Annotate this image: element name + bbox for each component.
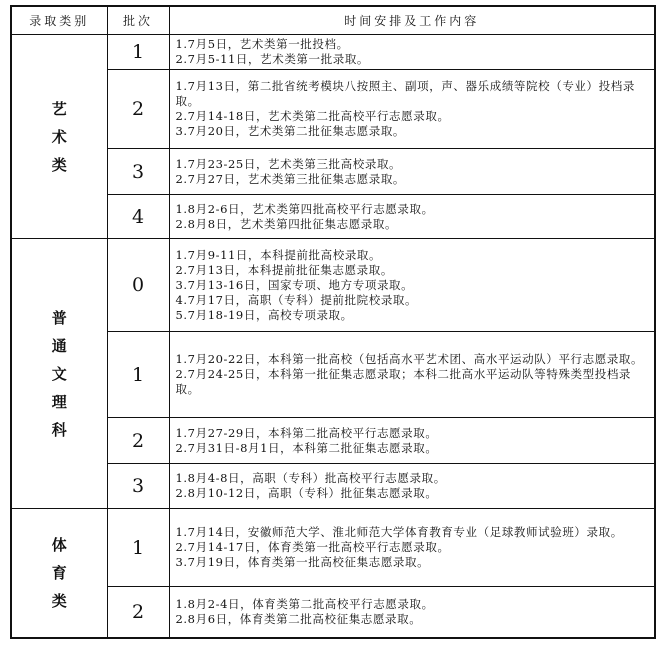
content-cell: [169, 509, 655, 587]
schedule-item: 5.7月18-19日，高校专项录取。: [175, 307, 353, 322]
admission-schedule-table: [10, 5, 656, 639]
schedule-item: 2.7月5-11日，艺术类第一批录取。: [175, 52, 370, 66]
schedule-item: 2.8月8日，艺术类第四批征集志愿录取。: [175, 216, 398, 231]
category-cell: [11, 509, 107, 638]
content-cell: [169, 70, 655, 149]
content-cell: [169, 332, 655, 418]
category-char: 体: [51, 535, 67, 554]
table-row: [11, 70, 655, 149]
category-char: 育: [51, 563, 67, 582]
schedule-item: 2.7月31日-8月1日，本科第二批征集志愿录取。: [175, 440, 438, 455]
category-char: 通: [51, 336, 67, 355]
header-category: 录取类别: [11, 6, 107, 35]
category-char: 艺: [51, 99, 67, 118]
batch-cell: 3: [107, 149, 169, 195]
schedule-item: 1.7月27-29日，本科第二批高校平行志愿录取。: [175, 425, 438, 440]
content-cell: [169, 239, 655, 332]
schedule-item: 3.7月20日，艺术类第二批征集志愿录取。: [175, 124, 406, 138]
table-row: [11, 509, 655, 587]
category-cell: [11, 35, 107, 239]
schedule-item: 2.7月14-17日，体育类第一批高校平行志愿录取。: [175, 540, 450, 554]
schedule-item: 1.7月9-11日，本科提前批高校录取。: [175, 247, 382, 262]
table-row: [11, 195, 655, 239]
schedule-item: 2.7月14-18日，艺术类第二批高校平行志愿录取。: [175, 109, 450, 123]
batch-cell: 2: [107, 587, 169, 638]
content-cell: [169, 587, 655, 638]
schedule-item: 1.7月23-25日，艺术类第三批高校录取。: [175, 156, 402, 171]
schedule-item: 4.7月17日，高职（专科）提前批院校录取。: [175, 292, 418, 307]
batch-cell: 4: [107, 195, 169, 239]
schedule-item: 2.7月24-25日，本科第一批征集志愿录取；本科二批高水平运动队等特殊类型投档录取。: [175, 367, 632, 396]
table-row: [11, 587, 655, 638]
batch-cell: 1: [107, 35, 169, 70]
header-batch: 批次: [107, 6, 169, 35]
schedule-item: 2.7月13日，本科提前批征集志愿录取。: [175, 262, 393, 277]
category-char: 类: [51, 591, 67, 610]
content-cell: [169, 418, 655, 464]
schedule-item: 3.7月13-16日，国家专项、地方专项录取。: [175, 277, 414, 292]
table-row: [11, 35, 655, 70]
category-char: 文: [51, 364, 67, 383]
table-row: [11, 464, 655, 509]
table-row: [11, 149, 655, 195]
content-cell: [169, 149, 655, 195]
batch-cell: 2: [107, 70, 169, 149]
batch-cell: 1: [107, 509, 169, 587]
category-char: 类: [51, 155, 67, 174]
schedule-item: 1.8月2-6日，艺术类第四批高校平行志愿录取。: [175, 201, 434, 216]
schedule-item: 1.7月20-22日，本科第一批高校（包括高水平艺术团、高水平运动队）平行志愿录取。: [175, 352, 644, 366]
schedule-item: 2.8月6日，体育类第二批高校征集志愿录取。: [175, 611, 422, 626]
content-cell: [169, 195, 655, 239]
schedule-item: 1.8月2-4日，体育类第二批高校平行志愿录取。: [175, 596, 434, 611]
category-char: 术: [51, 127, 67, 146]
table-row: [11, 239, 655, 332]
category-cell: [11, 239, 107, 509]
schedule-item: 1.7月5日，艺术类第一批投档。: [175, 37, 349, 51]
table-row: [11, 418, 655, 464]
category-char: 理: [51, 392, 67, 411]
batch-cell: 0: [107, 239, 169, 332]
batch-cell: 1: [107, 332, 169, 418]
schedule-item: 1.7月13日，第二批省统考模块八按照主、副项，声、器乐成绩等院校（专业）投档录取。: [175, 79, 635, 108]
content-cell: [169, 464, 655, 509]
category-char: 科: [51, 420, 67, 439]
schedule-item: 2.8月10-12日，高职（专科）批征集志愿录取。: [175, 486, 438, 500]
schedule-item: 1.7月14日，安徽师范大学、淮北师范大学体育教育专业（足球教师试验班）录取。: [175, 525, 623, 539]
header-content: 时间安排及工作内容: [169, 6, 655, 35]
content-cell: [169, 35, 655, 70]
schedule-item: 2.7月27日，艺术类第三批征集志愿录取。: [175, 171, 406, 186]
category-char: 普: [51, 308, 67, 327]
batch-cell: 3: [107, 464, 169, 509]
header-row: [11, 6, 655, 35]
batch-cell: 2: [107, 418, 169, 464]
schedule-body: [11, 35, 655, 638]
schedule-item: 3.7月19日，体育类第一批高校征集志愿录取。: [175, 555, 430, 569]
table-row: [11, 332, 655, 418]
schedule-item: 1.8月4-8日，高职（专科）批高校平行志愿录取。: [175, 471, 446, 485]
